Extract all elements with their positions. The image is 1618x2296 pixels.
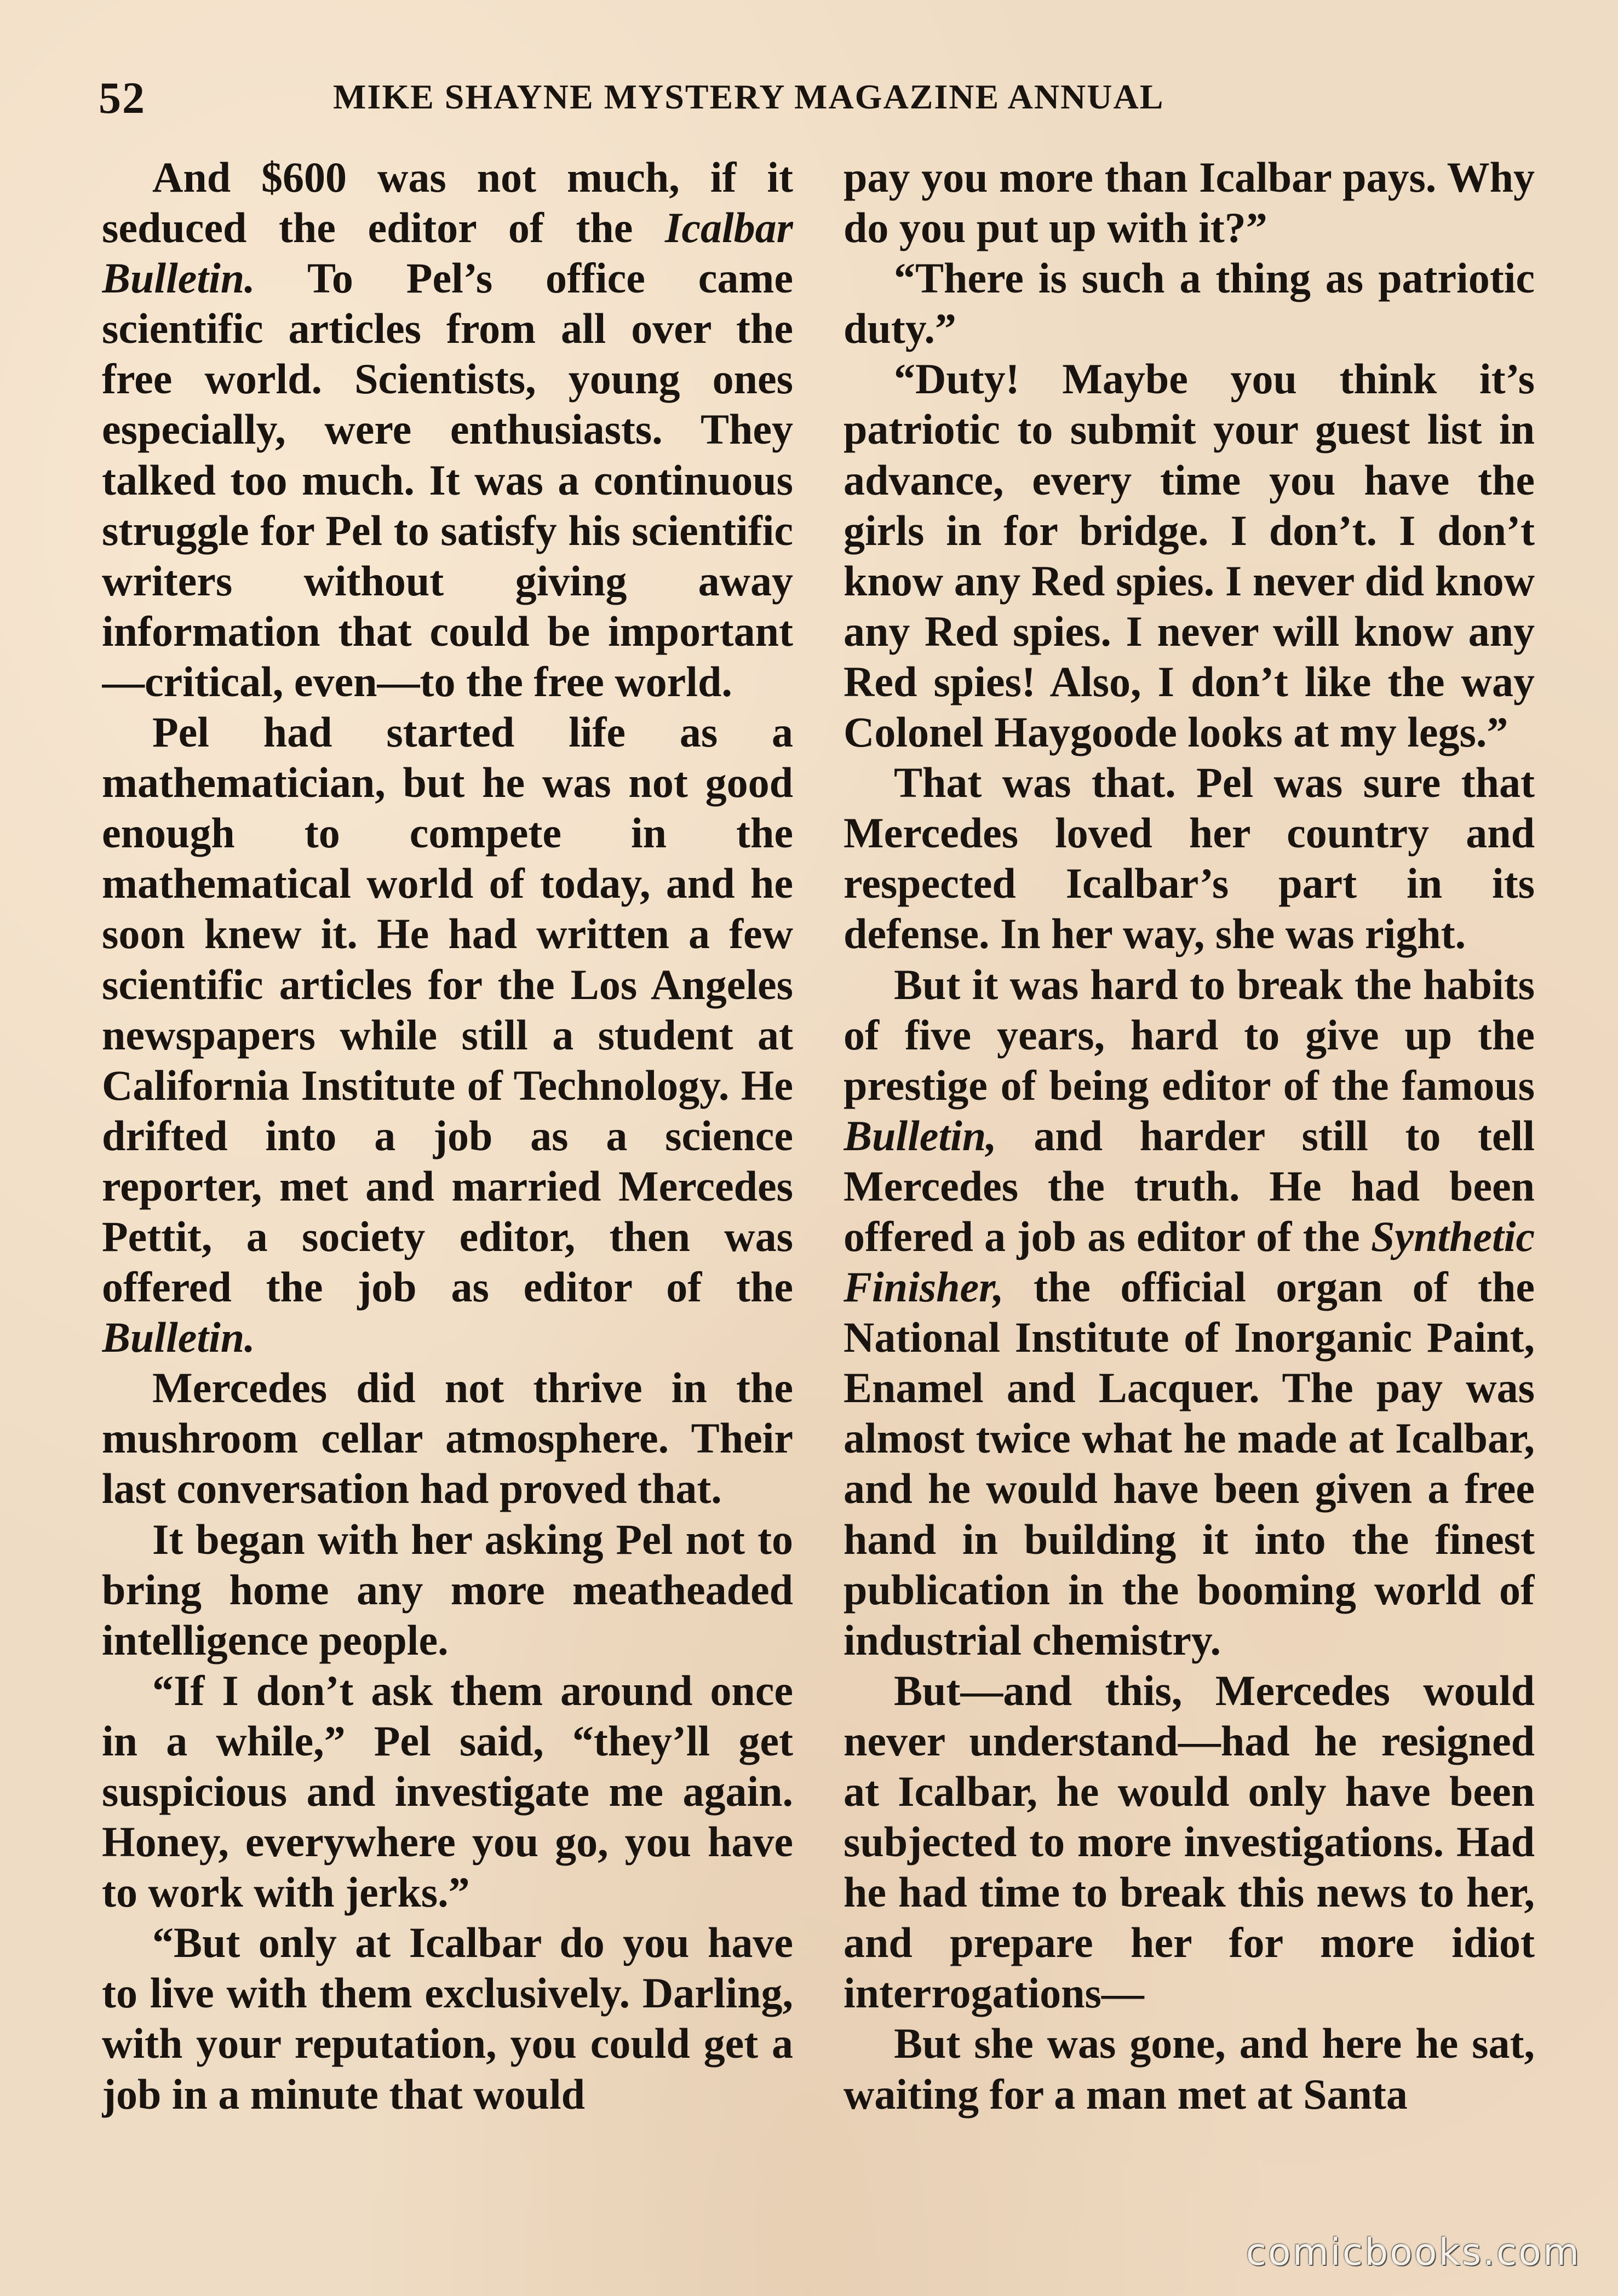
paragraph [844,960,1535,1666]
page-number: 52 [99,73,146,123]
paragraph [102,1666,793,1918]
text-run: “If I don’t ask them around once in a while,” Pel said, “they’ll get suspicious and investigate me again. Honey, everywhere you go, you have to work with jerks.” [102,1666,793,1916]
paragraph [844,253,1535,354]
left-column [102,152,793,2212]
text-run: Bulletin. [102,1313,255,1362]
paragraph [102,1363,793,1514]
paragraph [102,1514,793,1666]
text-run: and harder still to tell Mercedes the truth. He had been offered a job as editor of the [844,1111,1535,1260]
text-run: “But only at Icalbar do you have to live with them exclusively. Darling, with your reputation, you could get a job in a minute that would [102,1919,793,2118]
paragraph [844,1666,1535,2019]
text-run: And $600 was not much, if it seduced the editor of the [102,153,793,252]
text-run: “Duty! Maybe you think it’s patriotic to submit your guest list in advance, every time you have the girls in for bridge. I don’t. I don’t know any Red spies. I never did know any Red spies. I never will know any Red spies! Also, I don’t like the way Colonel Haygoode looks at my legs.” [844,355,1535,756]
text-run: the official organ of the National Institute of Inorganic Paint, Enamel and Lacquer. The pay was almost twice what he made at Icalbar, and he would have been given a free hand in building it into the finest publication in the booming world of industrial chemistry. [844,1263,1535,1664]
text-run: That was that. Pel was sure that Mercedes loved her country and respected Icalbar’s part in its defense. In her way, she was right. [844,759,1535,958]
text-run: To Pel’s office came scientific articles from all over the free world. Scientists, young ones especially, were enthusiasts. They talked too much. It was a continuous struggle for Pel to satisfy his scientific writers without giving away information that could be important—critical, even—to the free world. [102,254,793,705]
text-run: But—and this, Mercedes would never understand—had he resigned at Icalbar, he would only have been subjected to more investigations. Had he had time to break this news to her, and prepare her for more idiot interrogations— [844,1666,1535,2017]
text-run: It began with her asking Pel not to bring home any more meatheaded intelligence people. [102,1515,793,1664]
paragraph [102,707,793,1363]
text-run: “There is such a thing as patriotic duty.” [844,254,1535,353]
text-run: pay you more than Icalbar pays. Why do you put up with it?” [844,153,1535,252]
paragraph [102,1918,793,2119]
text-run: Pel had started life as a mathematician, but he was not good enough to compete in the mathematical world of today, and he soon knew it. He had written a few scientific articles for the Los Angeles newspapers while still a student at California Institute of Technology. He drifted into a job as a science reporter, met and married Mercedes Pettit, a society editor, then was offered the job as editor of the [102,708,793,1311]
text-run: But it was hard to break the habits of five years, hard to give up the prestige of being editor of the famous [844,960,1535,1109]
running-head: MIKE SHAYNE MYSTERY MAGAZINE ANNUAL [333,77,1164,116]
text-run: Icalbar Bulletin. [102,204,793,302]
watermark: comicbooks.com [1246,2231,1581,2274]
paragraph [844,152,1535,253]
paragraph [844,2018,1535,2119]
text-run: But she was gone, and here he sat, waiting for a man met at Santa [844,2019,1535,2118]
paragraph [844,354,1535,757]
paragraph [102,152,793,707]
text-run: Bulletin, [844,1111,997,1160]
right-column [844,152,1535,2212]
text-run: Synthetic Finisher, [844,1212,1535,1311]
paragraph [844,757,1535,959]
text-run: Mercedes did not thrive in the mushroom cellar atmosphere. Their last conversation had proved that. [102,1364,793,1513]
